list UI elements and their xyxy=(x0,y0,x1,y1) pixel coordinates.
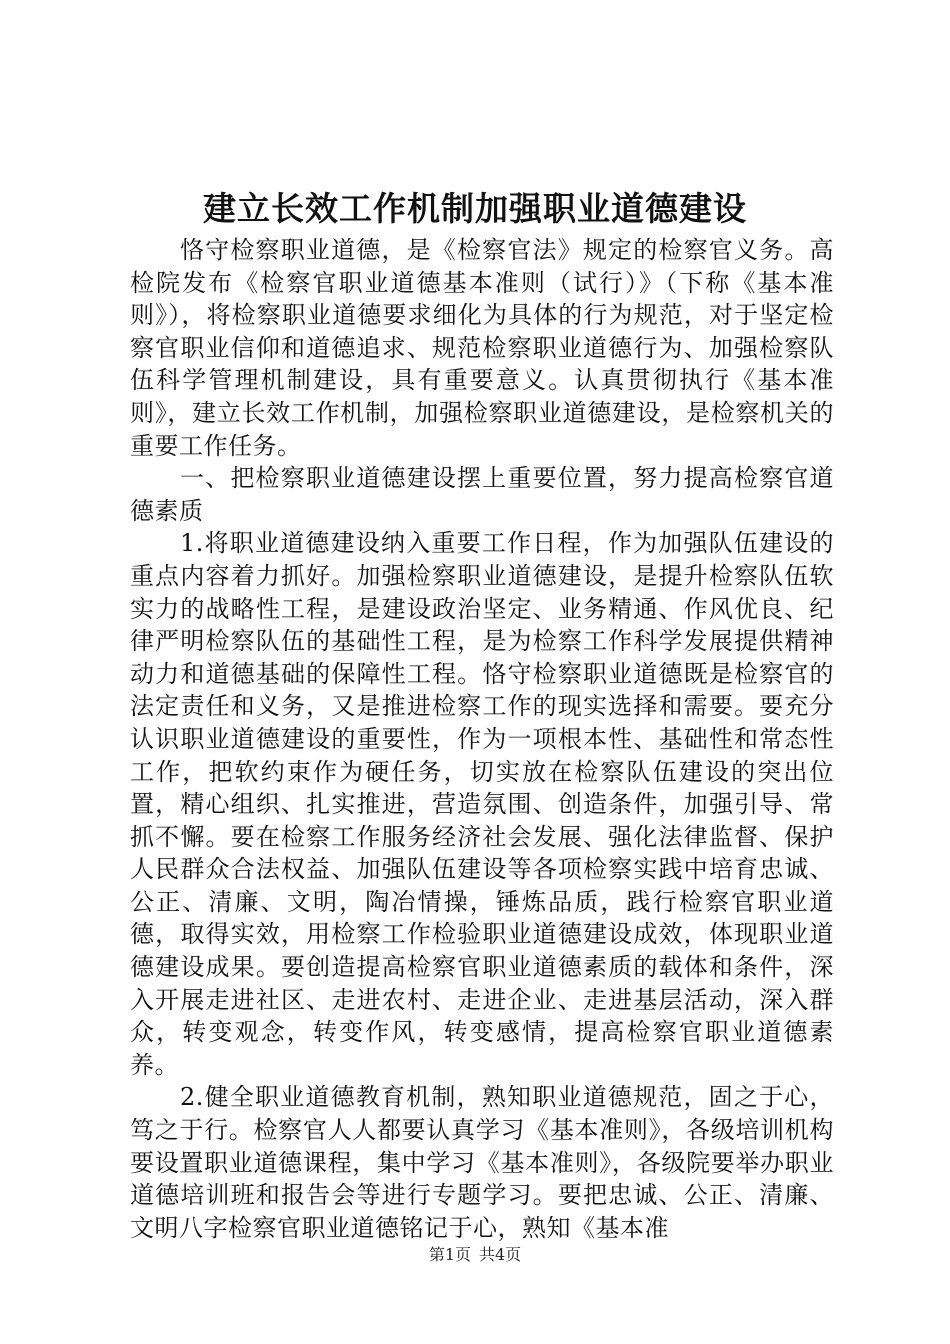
paragraph-item-2: 2.健全职业道德教育机制，熟知职业道德规范，固之于心，笃之于行。检察官人人都要认真学习《基本准则》，各级培训机构要设置职业道德课程，集中学习《基本准则》，各级院要举办职业道德培训班和报告会等进行专题学习。要把忠诚、公正、清廉、文明八字检察官职业道德铭记于心，熟知《基本准 xyxy=(130,1083,834,1242)
section-heading-1: 一、把检察职业道德建设摆上重要位置，努力提高检察官道德素质 xyxy=(130,464,834,525)
page-footer xyxy=(0,1244,950,1266)
page-number: 第1页 xyxy=(428,1245,471,1264)
document-title: 建立长效工作机制加强职业道德建设 xyxy=(203,189,747,228)
paragraph-intro: 恪守检察职业道德，是《检察官法》规定的检察官义务。高检院发布《检察官职业道德基本准则（试行）》（下称《基本准则》），将检察职业道德要求细化为具体的行为规范，对于坚定检察官职业信仰和道德追求、规范检察职业道德行为、加强检察队伍科学管理机制建设，具有重要意义。认真贯彻执行《基本准则》，建立长效工作机制，加强检察职业道德建设，是检察机关的重要工作任务。 xyxy=(130,236,834,460)
document-body xyxy=(130,234,834,1244)
page-total: 共4页 xyxy=(479,1245,522,1264)
paragraph-item-1: 1.将职业道德建设纳入重要工作日程，作为加强队伍建设的重点内容着力抓好。加强检察职业道德建设，是提升检察队伍软实力的战略性工程，是建设政治坚定、业务精通、作风优良、纪律严明检察队伍的基础性工程，是为检察工作科学发展提供精神动力和道德基础的保障性工程。恪守检察职业道德既是检察官的法定责任和义务，又是推进检察工作的现实选择和需要。要充分认识职业道德建设的重要性，作为一项根本性、基础性和常态性工作，把软约束作为硬任务，切实放在检察队伍建设的突出位置，精心组织、扎实推进，营造氛围、创造条件，加强引导、常抓不懈。要在检察工作服务经济社会发展、强化法律监督、保护人民群众合法权益、加强队伍建设等各项检察实践中培育忠诚、公正、清廉、文明，陶冶情操，锤炼品质，践行检察官职业道德，取得实效，用检察工作检验职业道德建设成效，体现职业道德建设成果。要创造提高检察官职业道德素质的载体和条件，深入开展走进社区、走进农村、走进企业、走进基层活动，深入群众，转变观念，转变作风，转变感情，提高检察官职业道德素养。 xyxy=(130,529,834,1079)
